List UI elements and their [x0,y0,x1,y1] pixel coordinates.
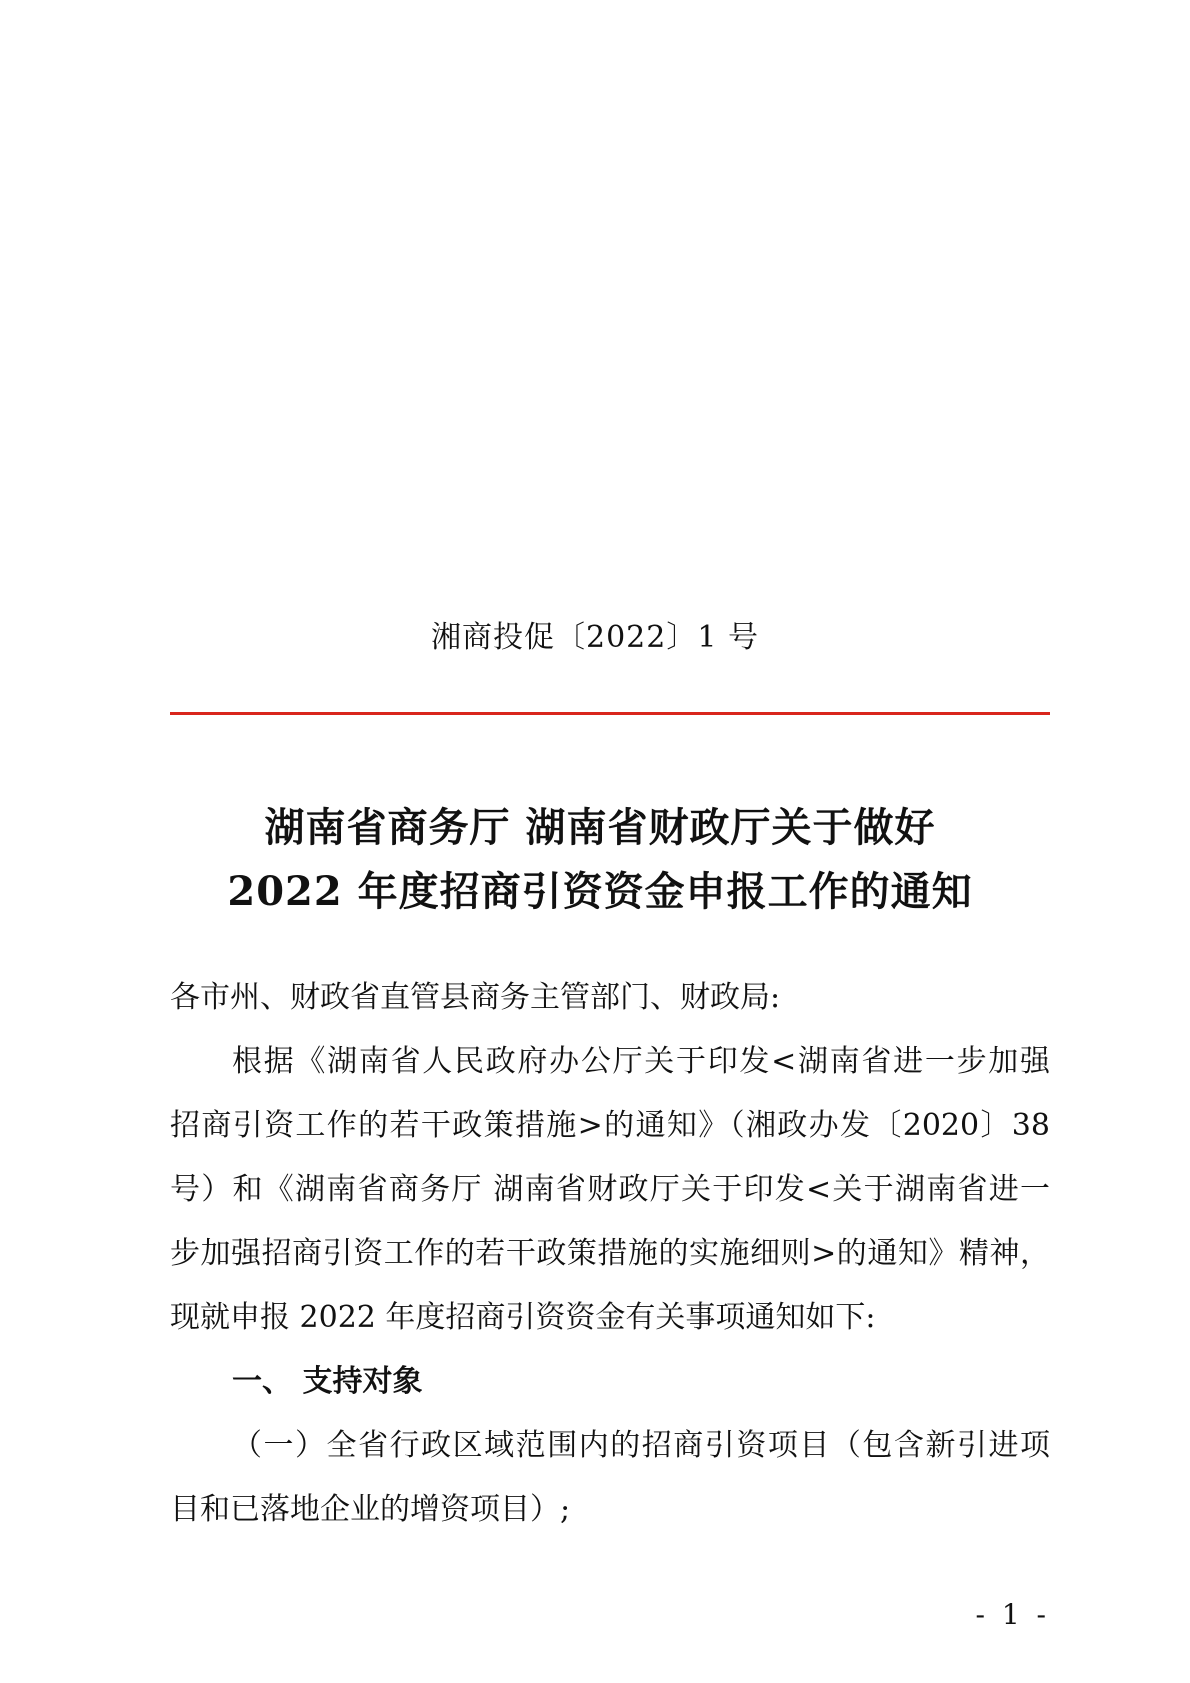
document-body [170,966,1050,1542]
paragraph-line: 现就申报 2022 年度招商引资资金有关事项通知如下: [170,1300,876,1335]
item-1 [170,1414,1050,1542]
page-number: - 1 - [975,1598,1050,1631]
paragraph-line: 步加强招商引资工作的若干政策措施的实施细则>的通知》精神， [170,1236,1050,1271]
salutation: 各市州、财政省直管县商务主管部门、财政局: [170,980,781,1015]
item-line: 目和已落地企业的增资项目）; [170,1492,571,1527]
paragraph-line: 招商引资工作的若干政策措施>的通知》（湘政办发〔2020〕38 [170,1108,1050,1143]
section-heading-1: 一、 支持对象 [232,1364,423,1399]
item-line: （一）全省行政区域范围内的招商引资项目（包含新引进项 [232,1428,1050,1463]
title-line-1: 湖南省商务厅 湖南省财政厅关于做好 [264,804,936,851]
paragraph-1 [170,1030,1050,1350]
red-separator-line [170,712,1050,715]
document-number: 湘商投促〔2022〕1 号 [431,620,759,655]
paragraph-line: 号）和《湖南省商务厅 湖南省财政厅关于印发<关于湖南省进一 [170,1172,1050,1207]
document-title [150,796,1050,924]
title-line-2: 2022 年度招商引资资金申报工作的通知 [227,868,973,915]
paragraph-line: 根据《湖南省人民政府办公厅关于印发<湖南省进一步加强 [232,1044,1050,1079]
